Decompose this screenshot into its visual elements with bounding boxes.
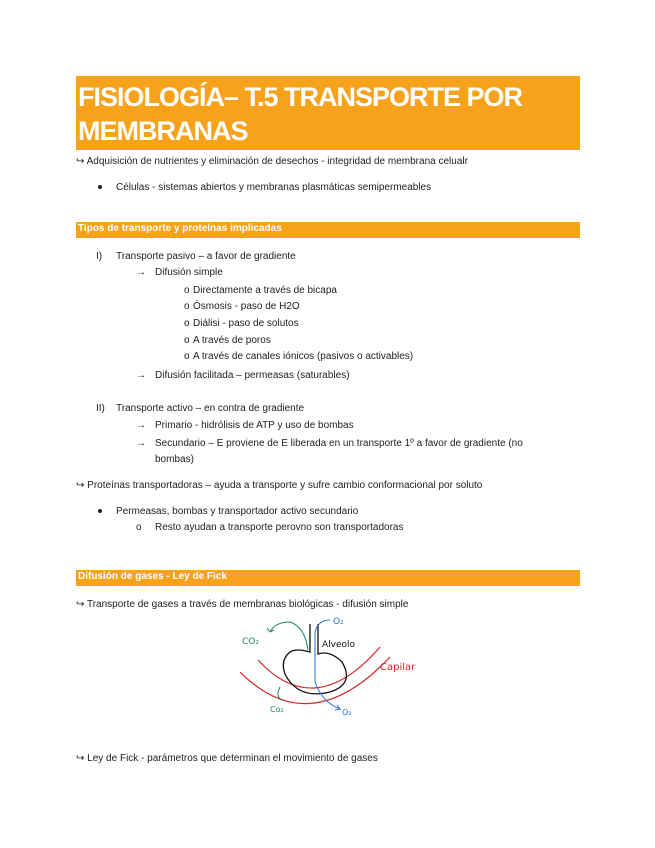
proteins-line: ↪ Proteínas transportadoras – ayuda a transporte y sufre cambio conformacional por soluto — [76, 480, 483, 491]
simple-item-5: A través de canales iónicos (pasivos o activables) — [193, 351, 414, 362]
arrow-icon: → — [136, 438, 146, 449]
section-heading-gas-diffusion — [76, 570, 580, 586]
co2-arrow — [270, 622, 308, 700]
sub-marker: o — [184, 285, 190, 296]
sub-marker: o — [184, 318, 190, 329]
fick-law-line: ↪ Ley de Fick - parámetros que determinan el movimiento de gases — [76, 753, 378, 764]
sub-marker: o — [184, 335, 190, 346]
sub-marker: o — [184, 301, 190, 312]
o2-arrow — [315, 620, 330, 682]
capilar-label: Capilar — [380, 662, 416, 673]
simple-item-2: Ósmosis - paso de H2O — [193, 301, 300, 312]
section-heading-transport — [76, 222, 580, 238]
simple-item-3: Diálisi - paso de solutos — [193, 318, 299, 329]
sub-marker: o — [136, 522, 142, 533]
facilitated-diffusion: Difusión facilitada – permeasas (saturables) — [155, 370, 350, 381]
arrow-icon: → — [136, 267, 146, 278]
proteins-bullet: Permeasas, bombas y transportador activo secundario — [116, 506, 359, 517]
list-marker-2: II) — [96, 403, 105, 414]
alveolo-label: Alveolo — [322, 640, 356, 650]
gas-transport-line: ↪ Transporte de gases a través de membranas biológicas - difusión simple — [76, 599, 409, 610]
section-heading-label: Tipos de transporte y proteínas implicadas — [78, 223, 282, 234]
simple-item-4: A través de poros — [193, 335, 271, 346]
intro-bullet: Células - sistemas abiertos y membranas plasmáticas semipermeables — [116, 182, 432, 193]
o2-top-label: O₂ — [333, 617, 344, 627]
intro-line: ↪ Adquisición de nutrientes y eliminación de desechos - integridad de membrana celualr — [76, 156, 468, 167]
list-marker-1: I) — [96, 251, 103, 262]
simple-diffusion: Difusión simple — [155, 267, 223, 278]
passive-transport: Transporte pasivo – a favor de gradiente — [116, 251, 296, 262]
primary-transport: Primario - hidrólisis de ATP y uso de bombas — [155, 420, 354, 431]
secondary-transport-line2: bombas) — [155, 454, 194, 465]
proteins-sub: Resto ayudan a transporte perovno son transportadoras — [155, 522, 404, 533]
active-transport: Transporte activo – en contra de gradiente — [116, 403, 305, 414]
title-block — [76, 76, 580, 150]
secondary-transport-line1: Secundario – E proviene de E liberada en un transporte 1º a favor de gradiente (no — [155, 438, 523, 449]
section-heading-label: Difusión de gases - Ley de Fick — [78, 571, 227, 582]
co2-bottom-label: Co₂ — [270, 705, 284, 714]
o2-bottom-label: O₂ — [342, 708, 352, 717]
arrow-icon: → — [136, 370, 146, 381]
co2-top-label: CO₂ — [242, 637, 259, 647]
simple-item-1: Directamente a través de bicapa — [193, 285, 337, 296]
bullet-dot — [98, 509, 102, 513]
arrow-icon: → — [136, 420, 146, 431]
sub-marker: o — [184, 351, 190, 362]
page-title: FISIOLOGÍA– T.5 TRANSPORTE POR MEMBRANAS — [78, 82, 523, 146]
bullet-dot — [98, 185, 102, 189]
co2-arrowhead — [267, 628, 274, 632]
alveolus-capillary-drawing — [230, 612, 430, 732]
